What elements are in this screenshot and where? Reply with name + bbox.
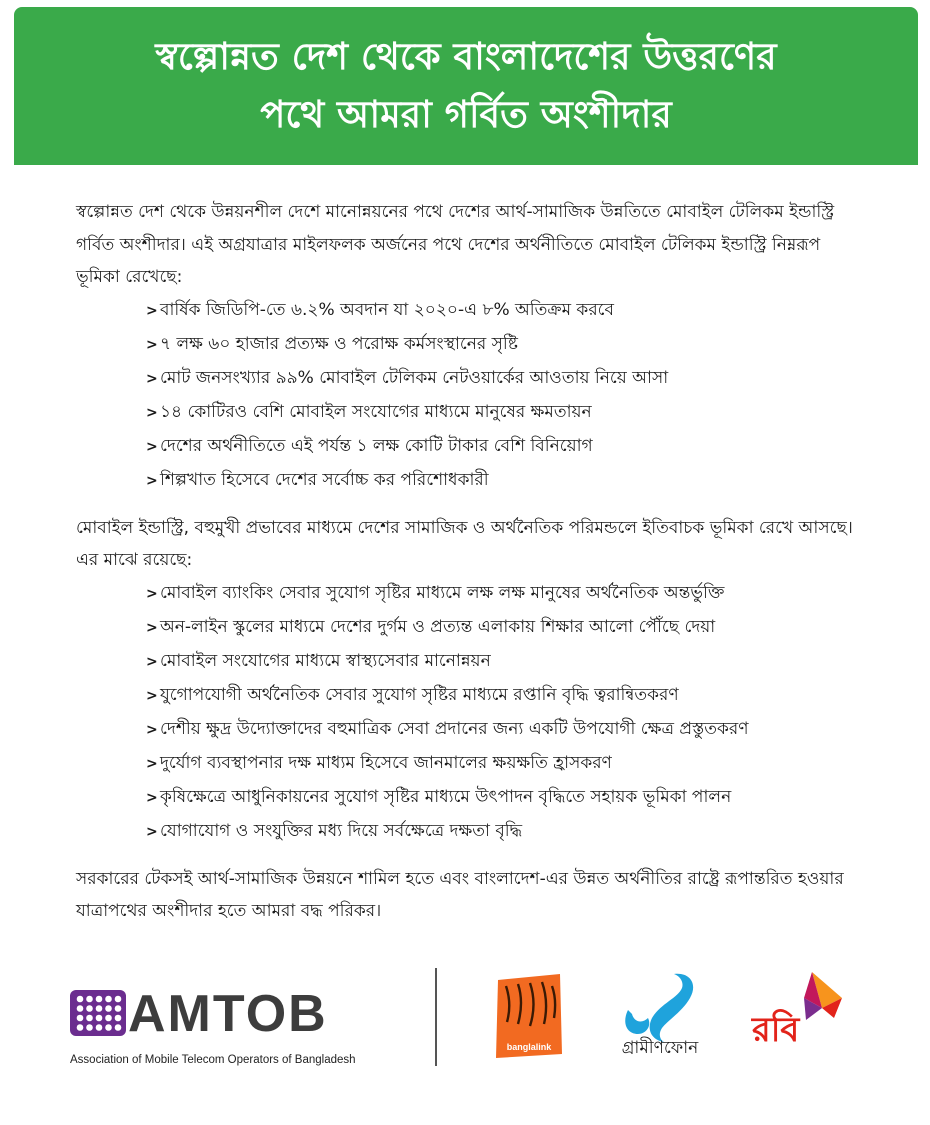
list-item: > শিল্পখাত হিসেবে দেশের সর্বোচ্চ কর পরিশোধকারী bbox=[146, 464, 866, 498]
list-item: > মোট জনসংখ্যার ৯৯% মোবাইল টেলিকম নেটওয়ার্কের আওতায় নিয়ে আসা bbox=[146, 362, 866, 396]
list-item: > মোবাইল ব্যাংকিং সেবার সুযোগ সৃষ্টির মাধ্যমে লক্ষ লক্ষ মানুষের অর্থনৈতিক অন্তর্ভুক্তি bbox=[146, 577, 866, 611]
list-item: > বার্ষিক জিডিপি-তে ৬.২% অবদান যা ২০২০-এ ৮% অতিক্রম করবে bbox=[146, 294, 866, 328]
list-item: > ১৪ কোটিরও বেশি মোবাইল সংযোগের মাধ্যমে মানুষের ক্ষমতায়ন bbox=[146, 396, 866, 430]
list-item: > অন-লাইন স্কুলের মাধ্যমে দেশের দুর্গম ও প্রত্যন্ত এলাকায় শিক্ষার আলো পৌঁছে দেয়া bbox=[146, 611, 866, 645]
title-line-2: পথে আমরা গর্বিত অংশীদার bbox=[260, 93, 672, 136]
amtob-wordmark: AMTOB bbox=[128, 985, 328, 1043]
main-content bbox=[76, 196, 866, 928]
bullet-icon: > bbox=[146, 472, 158, 489]
bullet-icon: > bbox=[146, 721, 158, 738]
section2-intro: মোবাইল ইন্ডাস্ট্রি, বহুমুখী প্রভাবের মাধ্যমে দেশের সামাজিক ও অর্থনৈতিক পরিমন্ডলে ইতিবাচক ভূমিকা রেখে আসছে। এর মাঝে রয়েছে: bbox=[76, 517, 853, 570]
bullet-icon: > bbox=[146, 370, 158, 387]
amtob-full-name: Association of Mobile Telecom Operators of Bangladesh bbox=[70, 1054, 356, 1066]
banglalink-logo bbox=[494, 974, 566, 1060]
bullet-icon: > bbox=[146, 585, 158, 602]
list-item: > দেশের অর্থনীতিতে এই পর্যন্ত ১ লক্ষ কোটি টাকার বেশি বিনিয়োগ bbox=[146, 430, 866, 464]
bullet-icon: > bbox=[146, 302, 158, 319]
list-item: > যুগোপযোগী অর্থনৈতিক সেবার সুযোগ সৃষ্টির মাধ্যমে রপ্তানি বৃদ্ধি ত্বরান্বিতকরণ bbox=[146, 679, 866, 713]
section1-list bbox=[146, 294, 866, 498]
section2-list bbox=[146, 577, 866, 849]
title-line-1: স্বল্পোন্নত দেশ থেকে বাংলাদেশের উত্তরণের bbox=[155, 35, 777, 78]
list-item: > দুর্যোগ ব্যবস্থাপনার দক্ষ মাধ্যম হিসেবে জানমালের ক্ষয়ক্ষতি হ্রাসকরণ bbox=[146, 747, 866, 781]
bullet-icon: > bbox=[146, 653, 158, 670]
logo-divider bbox=[435, 968, 437, 1066]
closing-paragraph: সরকারের টেকসই আর্থ-সামাজিক উন্নয়নে শামিল হতে এবং বাংলাদেশ-এর উন্নত অর্থনীতির রাষ্ট্রে রূপান্তরিত হওয়ার যাত্রাপথের অংশীদার হতে আমরা বদ্ধ পরিকর। bbox=[76, 868, 844, 921]
bullet-icon: > bbox=[146, 336, 158, 353]
bullet-icon: > bbox=[146, 687, 158, 704]
list-item: > মোবাইল সংযোগের মাধ্যমে স্বাস্থ্যসেবার মানোন্নয়ন bbox=[146, 645, 866, 679]
bullet-icon: > bbox=[146, 619, 158, 636]
amtob-logo bbox=[70, 986, 382, 1070]
list-item: > ৭ লক্ষ ৬০ হাজার প্রত্যক্ষ ও পরোক্ষ কর্মসংস্থানের সৃষ্টি bbox=[146, 328, 866, 362]
robi-label: রবি bbox=[752, 1010, 800, 1050]
list-item: > কৃষিক্ষেত্রে আধুনিকায়নের সুযোগ সৃষ্টির মাধ্যমে উৎপাদন বৃদ্ধিতে সহায়ক ভূমিকা পালন bbox=[146, 781, 866, 815]
bullet-icon: > bbox=[146, 789, 158, 806]
list-item: > দেশীয় ক্ষুদ্র উদ্যোক্তাদের বহুমাত্রিক সেবা প্রদানের জন্য একটি উপযোগী ক্ষেত্র প্রস্তুতকরণ bbox=[146, 713, 866, 747]
header-banner bbox=[14, 7, 918, 165]
grameenphone-label: গ্রামীণফোন bbox=[621, 1038, 699, 1058]
footer-logos bbox=[0, 960, 930, 1090]
amtob-dots-icon bbox=[70, 990, 126, 1036]
bullet-icon: > bbox=[146, 438, 158, 455]
bullet-icon: > bbox=[146, 404, 158, 421]
banglalink-label: banglalink bbox=[506, 1042, 552, 1052]
bullet-icon: > bbox=[146, 823, 158, 840]
bullet-icon: > bbox=[146, 755, 158, 772]
list-item: > যোগাযোগ ও সংযুক্তির মধ্য দিয়ে সর্বক্ষেত্রে দক্ষতা বৃদ্ধি bbox=[146, 815, 866, 849]
section1-intro: স্বল্পোন্নত দেশ থেকে উন্নয়নশীল দেশে মানোন্নয়নের পথে দেশের আর্থ-সামাজিক উন্নতিতে মোবাইল টেলিকম ইন্ডাস্ট্রি গর্বিত অংশীদার। এই অগ্রযাত্রার মাইলফলক অর্জনের পথে দেশের অর্থনীতিতে মোবাইল টেলিকম ইন্ডাস্ট্রি নিম্নরূপ ভূমিকা রেখেছে: bbox=[76, 202, 835, 287]
